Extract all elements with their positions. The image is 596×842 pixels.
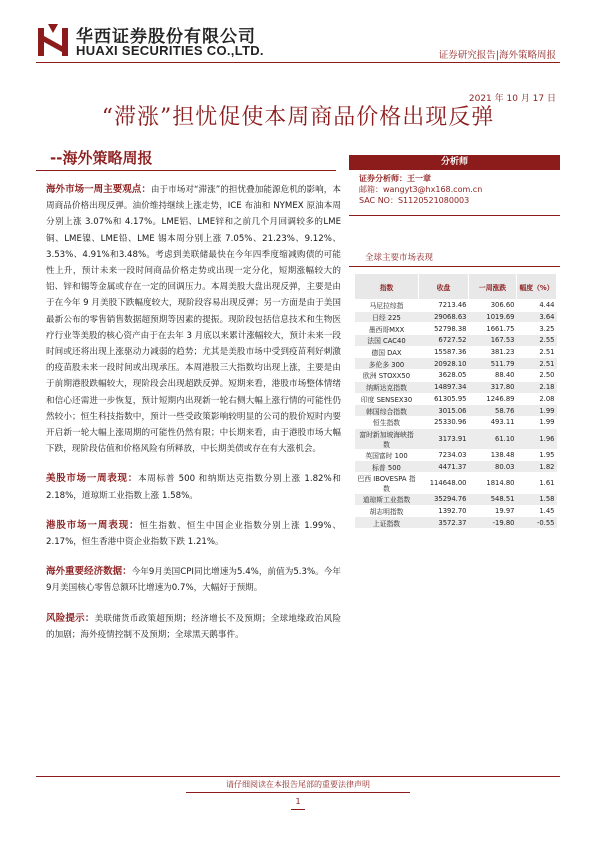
paragraph-lead: 海外重要经济数据：	[46, 566, 132, 578]
weekly-change-cell: 58.76	[469, 405, 517, 417]
pct-change-cell: 2.55	[517, 335, 557, 347]
index-name-cell: 印度 SENSEX30	[355, 393, 419, 405]
paragraph-text: 美联储货币政策超预期；经济增长不及预期；全球地缘政治风险的加剧；海外疫情控制不及预期；全球黑天鹅事件。	[46, 613, 341, 640]
analyst-name: 证券分析师：王一章	[359, 174, 431, 183]
table-row	[355, 381, 557, 393]
table-row	[355, 449, 557, 461]
table-row	[355, 416, 557, 428]
table-body	[355, 300, 557, 529]
table-row	[355, 323, 557, 335]
pct-change-cell: 2.08	[517, 393, 557, 405]
pct-change-cell: -0.55	[517, 517, 557, 529]
close-cell: 20928.10	[419, 358, 469, 370]
weekly-change-cell: 1246.89	[469, 393, 517, 405]
paragraph-overseas-view	[46, 182, 341, 457]
pct-change-cell: 3.64	[517, 311, 557, 323]
analyst-email[interactable]: 邮箱：wangyt3@hx168.com.cn	[359, 185, 483, 194]
index-name-cell: 英国富时 100	[355, 449, 419, 461]
paragraph-lead: 风险提示：	[46, 612, 95, 624]
index-name-cell: 胡志明指数	[355, 505, 419, 517]
paragraph-hk-stocks	[46, 518, 341, 550]
paragraph-text: 恒生指数、恒生中国企业指数分别上涨 1.99%、2.17%，恒生香港中资企业指数下跌 1.21%。	[46, 520, 341, 548]
index-name-cell: 欧洲 STOXX50	[355, 370, 419, 382]
analyst-info	[349, 170, 560, 206]
paragraph-us-stocks	[46, 471, 341, 503]
close-cell: 29068.63	[419, 311, 469, 323]
analyst-header: 分析师	[349, 155, 560, 170]
weekly-change-cell: 88.40	[469, 370, 517, 382]
weekly-change-cell: 317.80	[469, 381, 517, 393]
header-divider	[36, 62, 560, 63]
subtitle-divider	[36, 170, 336, 171]
paragraph-economic-data	[46, 564, 341, 596]
table-header-row	[355, 274, 557, 300]
weekly-change-cell: 1661.75	[469, 323, 517, 335]
close-cell: 3173.91	[419, 428, 469, 449]
column-header: 一周涨跌	[469, 274, 517, 300]
pct-change-cell: 2.51	[517, 358, 557, 370]
close-cell: 61305.95	[419, 393, 469, 405]
table-row	[355, 311, 557, 323]
table-row	[355, 461, 557, 473]
close-cell: 4471.37	[419, 461, 469, 473]
close-cell: 3015.06	[419, 405, 469, 417]
close-cell: 15587.36	[419, 346, 469, 358]
table-row	[355, 472, 557, 493]
weekly-change-cell: 61.10	[469, 428, 517, 449]
weekly-change-cell: 1019.69	[469, 311, 517, 323]
index-name-cell: 马尼拉综指	[355, 300, 419, 312]
close-cell: 3572.37	[419, 517, 469, 529]
pct-change-cell: 1.96	[517, 428, 557, 449]
index-name-cell: 巴西 IBOVESPA 指数	[355, 472, 419, 493]
index-name-cell: 富时新加坡海峡指数	[355, 428, 419, 449]
page-number: 1	[295, 797, 301, 806]
summary-column	[46, 182, 341, 657]
paragraph-text: 本周标普 500 和纳斯达克指数分别上涨 1.82%和 2.18%，道琼斯工业指数上涨 1.58%。	[46, 474, 341, 501]
report-subtitle: --海外策略周报	[50, 149, 153, 167]
pct-change-cell: 2.50	[517, 370, 557, 382]
close-cell: 3628.05	[419, 370, 469, 382]
index-name-cell: 上证指数	[355, 517, 419, 529]
index-name-cell: 道琼斯工业指数	[355, 493, 419, 505]
pct-change-cell: 2.51	[517, 346, 557, 358]
index-name-cell: 纳斯达克指数	[355, 381, 419, 393]
analyst-sac-number: SAC NO：S1120521080003	[359, 196, 470, 205]
table-row	[355, 335, 557, 347]
market-table-title: 全球主要市场表现	[365, 253, 434, 263]
table-row	[355, 428, 557, 449]
footer-divider	[36, 776, 560, 777]
index-name-cell: 恒生指数	[355, 416, 419, 428]
huaxi-logo-icon	[38, 24, 68, 56]
table-row	[355, 358, 557, 370]
column-header: 幅度（%）	[517, 274, 557, 300]
analyst-divider	[349, 215, 560, 216]
paragraph-text: 由于市场对“滞涨”的担忧叠加能源危机的影响，本周商品价格出现反弹。油价维持继续上涨走势，ICE 布油和 NYMEX 原油本周分别上涨 3.07%和 4.17%。LME铝、LME锌和之前几个月回调较多的LME铜、LME镍、LME铅、LME 锡本周分别上涨 7.05%、21.23%、9.12%、3.53%、4.91%和3.48%。考虑到美联储最快在今年四季度缩减购债的可能性上升，预计未来一段时间商品价格走势或出现一定分化，短期涨幅较大的铝、锌和锡等金属或存在一定的回调压力。本周美股大盘出现反弹，主要是由于在今年 9 月美股下跌幅度较大，现阶段容易出现反弹；另一方面是由于美国最新公布的零售销售数据超预期等因素的提振。现阶段包括信息技术和生物医疗行业等美股的核心资产由于在去年 3 月底以来累计涨幅较大，预计未来一段时间或还将出现上涨驱动力减弱的趋势；尤其是美股市场中受到疫苗利好刺激的疫苗股未来一段时间或出现承压。本周港股三大指数均出现上涨，主要是由于前期港股跌幅较大，现阶段会出现超跌反弹。短期来看，港股市场整体情绪和信心还需进一步恢复，预计短期内出现新一轮右侧大幅上涨行情的可能性仍然较小；恒生科技指数中，预计一些受政策影响较明显的公司的股价短时内要开启新一轮大幅上涨周期的可能性仍然有限；中长期来看，由于港股市场大幅下跌，现阶段估值和价格风险有所释放，中长期美债或存在有大涨机会。	[46, 185, 341, 455]
weekly-change-cell: 80.03	[469, 461, 517, 473]
table-row	[355, 517, 557, 529]
weekly-change-cell: 381.23	[469, 346, 517, 358]
paragraph-risk-warning	[46, 611, 341, 643]
report-category-tag: 证券研究报告|海外策略周报	[438, 50, 556, 61]
close-cell: 35294.76	[419, 493, 469, 505]
index-name-cell: 墨西哥MXX	[355, 323, 419, 335]
pct-change-cell: 1.58	[517, 493, 557, 505]
table-row	[355, 505, 557, 517]
weekly-change-cell: 19.97	[469, 505, 517, 517]
paragraph-lead: 港股市场一周表现：	[46, 519, 140, 531]
index-name-cell: 日经 225	[355, 311, 419, 323]
table-row	[355, 405, 557, 417]
table-divider	[349, 266, 560, 267]
pct-change-cell: 1.82	[517, 461, 557, 473]
pct-change-cell: 1.99	[517, 416, 557, 428]
pct-change-cell: 4.44	[517, 300, 557, 312]
footer-note-underline	[186, 792, 410, 793]
index-name-cell: 法国 CAC40	[355, 335, 419, 347]
weekly-change-cell: 167.53	[469, 335, 517, 347]
close-cell: 1392.70	[419, 505, 469, 517]
pct-change-cell: 1.61	[517, 472, 557, 493]
paragraph-text: 今年9月美国CPI同比增速为5.4%，前值为5.3%。今年9月美国核心零售总额环比增速为0.7%，大幅好于预期。	[46, 567, 341, 594]
weekly-change-cell: 306.60	[469, 300, 517, 312]
close-cell: 7234.03	[419, 449, 469, 461]
index-name-cell: 韩国综合指数	[355, 405, 419, 417]
close-cell: 7213.46	[419, 300, 469, 312]
index-name-cell: 多伦多 300	[355, 358, 419, 370]
pct-change-cell: 2.18	[517, 381, 557, 393]
table-row	[355, 370, 557, 382]
pct-change-cell: 3.25	[517, 323, 557, 335]
report-title: “滞涨”担忧促使本周商品价格出现反弹	[101, 105, 495, 130]
close-cell: 6727.52	[419, 335, 469, 347]
table-row	[355, 393, 557, 405]
pct-change-cell: 1.99	[517, 405, 557, 417]
column-header: 指数	[355, 274, 419, 300]
close-cell: 114648.00	[419, 472, 469, 493]
table-row	[355, 346, 557, 358]
weekly-change-cell: -19.80	[469, 517, 517, 529]
index-name-cell: 标普 500	[355, 461, 419, 473]
global-market-table	[354, 273, 557, 529]
pct-change-cell: 1.95	[517, 449, 557, 461]
weekly-change-cell: 493.11	[469, 416, 517, 428]
weekly-change-cell: 548.51	[469, 493, 517, 505]
close-cell: 25330.96	[419, 416, 469, 428]
paragraph-lead: 海外市场一周主要观点：	[46, 184, 151, 195]
legal-notice: 请仔细阅读在本报告尾部的重要法律声明	[226, 780, 370, 789]
table-row	[355, 300, 557, 312]
close-cell: 52798.38	[419, 323, 469, 335]
report-date: 2021 年 10 月 17 日	[468, 94, 556, 104]
weekly-change-cell: 511.79	[469, 358, 517, 370]
page-number-underline	[291, 809, 305, 810]
weekly-change-cell: 1814.80	[469, 472, 517, 493]
pct-change-cell: 1.45	[517, 505, 557, 517]
weekly-change-cell: 138.48	[469, 449, 517, 461]
close-cell: 14897.34	[419, 381, 469, 393]
table-row	[355, 493, 557, 505]
company-name-cn: 华西证券股份有限公司	[76, 27, 256, 47]
company-name-en: HUAXI SECURITIES CO.,LTD.	[76, 43, 264, 58]
paragraph-lead: 美股市场一周表现：	[46, 473, 138, 485]
column-header: 收盘	[419, 274, 469, 300]
index-name-cell: 德国 DAX	[355, 346, 419, 358]
